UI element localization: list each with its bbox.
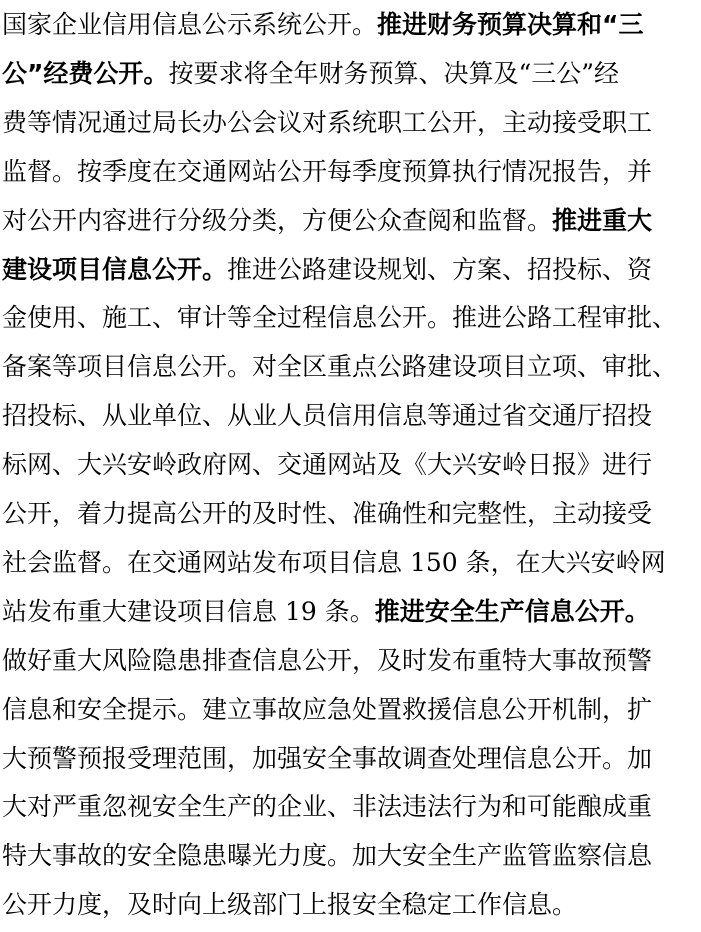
body-text: 公开，着力提高公开的及时性、准确性和完整性，主动接受: [2, 499, 653, 528]
body-text: 社会监督。在交通网站发布项目信息 150 条，在大兴安岭网: [2, 547, 666, 577]
body-text: 特大事故的安全隐患曝光力度。加大安全生产监管监察信息: [2, 841, 653, 871]
text-line: [2, 540, 699, 586]
body-text: 招投标、从业单位、从业人员信用信息等通过省交通厅招投: [2, 401, 653, 431]
text-line: [2, 247, 699, 293]
body-text: 信息和安全提示。建立事故应急处置救援信息公开机制，扩: [2, 694, 653, 724]
text-line: [2, 638, 699, 684]
body-text: 对公开内容进行分级分类，方便公众查阅和监督。: [2, 205, 553, 235]
body-text: 大预警预报受理范围，加强安全事故调查处理信息公开。加: [2, 743, 653, 773]
text-line: [2, 589, 699, 635]
text-line: [2, 833, 699, 879]
body-text: 费等情况通过局长办公会议对系统职工公开，主动接受职工: [2, 107, 653, 137]
bold-heading-text: 建设项目信息公开。: [2, 254, 228, 284]
bold-heading-text: 公”经费公开。: [2, 58, 169, 88]
body-text: 监督。按季度在交通网站公开每季度预算执行情况报告，并: [2, 156, 653, 186]
text-line: [2, 736, 699, 782]
body-text: 大对严重忽视安全生产的企业、非法违法行为和可能酿成重: [2, 792, 653, 822]
text-line: [2, 198, 699, 244]
text-line: [2, 2, 699, 48]
body-text: 国家企业信用信息公示系统公开。: [2, 10, 378, 39]
body-text: 标网、大兴安岭政府网、交通网站及《大兴安岭日报》进行: [2, 450, 653, 480]
bold-heading-text: 推进财务预算决算和“三: [377, 10, 644, 39]
text-line: [2, 882, 699, 928]
text-line: [2, 442, 699, 488]
body-text: 按要求将全年财务预算、决算及“三公”经: [168, 58, 620, 88]
text-line: [2, 149, 699, 195]
body-text: 做好重大风险隐患排查信息公开，及时发布重特大事故预警: [2, 645, 653, 675]
bold-heading-text: 推进安全生产信息公开。: [374, 596, 650, 626]
body-text: 金使用、施工、审计等全过程信息公开。推进公路工程审批、: [2, 303, 678, 333]
body-text: 推进公路建设规划、方案、招投标、资: [227, 254, 653, 284]
text-line: [2, 687, 699, 733]
text-line: [2, 344, 699, 390]
bold-heading-text: 推进重大: [552, 205, 653, 235]
body-text: 公开力度，及时向上级部门上报安全稳定工作信息。: [2, 890, 578, 920]
text-line: [2, 295, 699, 341]
text-line: [2, 491, 699, 537]
body-text: 备案等项目信息公开。对全区重点公路建设项目立项、审批、: [2, 352, 678, 382]
text-line: [2, 100, 699, 146]
text-line: [2, 393, 699, 439]
text-line: [2, 784, 699, 830]
body-text: 站发布重大建设项目信息 19 条。: [2, 596, 375, 626]
text-line: [2, 51, 699, 97]
